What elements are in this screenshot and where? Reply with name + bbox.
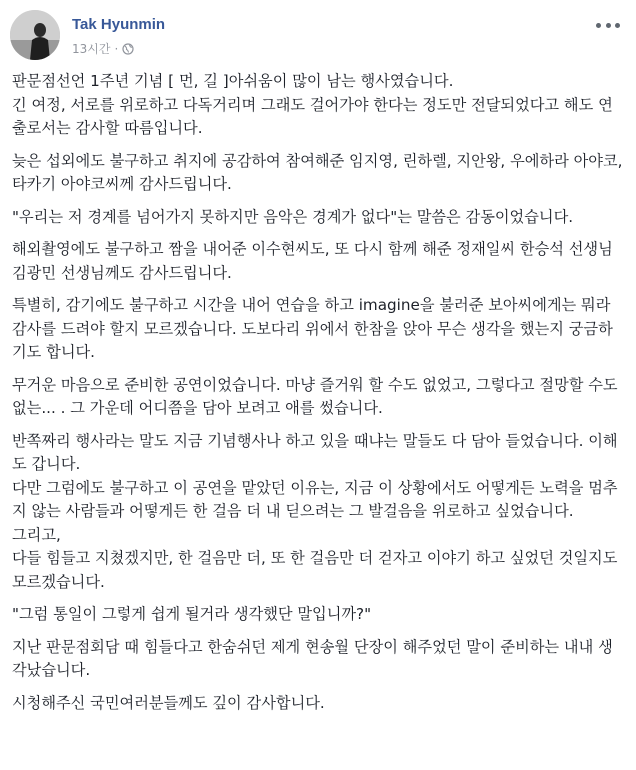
post-paragraph: "우리는 저 경계를 넘어가지 못하지만 음악은 경계가 없다"는 말씀은 감동이었습니다. <box>12 207 574 226</box>
post-paragraph: 해외촬영에도 불구하고 짬을 내어준 이수현씨도, 또 다시 함께 해준 정재일씨 한승석 선생님 김광민 선생님께도 감사드립니다. <box>12 240 618 282</box>
post-meta <box>72 40 134 57</box>
post-header <box>10 10 626 66</box>
post-paragraph: 판문점선언 1주년 기념 [ 먼, 길 ]아쉬움이 많이 남는 행사였습니다. 긴 여정, 서로를 위로하고 다독거리며 그래도 걸어가야 한다는 정도만 전달되었다고 해도 연출로서는 감사할 따름입니다. <box>12 72 613 137</box>
post-paragraph: 특별히, 감기에도 불구하고 시간을 내어 연습을 하고 imagine을 불러준 보아씨에게는 뭐라 감사를 드려야 할지 모르겠습니다. 도보다리 위에서 한참을 앉아 무슨 생각을 했는지 궁금하기도 합니다. <box>12 296 616 361</box>
post-paragraph: 늦은 섭외에도 불구하고 취지에 공감하여 참여해준 임지영, 린하렐, 지안왕, 우에하라 아야코, 타카기 아야코씨께 감사드립니다. <box>12 151 628 193</box>
post-paragraph: 지난 판문점회담 때 힘들다고 한숨쉬던 제게 현송월 단장이 해주었던 말이 준비하는 내내 생각났습니다. <box>12 637 613 679</box>
meta-separator: · <box>114 41 119 56</box>
post-body <box>12 70 628 724</box>
avatar[interactable] <box>10 10 60 60</box>
post-paragraph: "그럼 통일이 그렇게 쉽게 될거라 생각했단 말입니까?" <box>12 605 372 623</box>
author-name[interactable]: Tak Hyunmin <box>72 16 166 33</box>
post-timestamp[interactable]: 13시간 <box>72 42 111 56</box>
globe-icon[interactable] <box>122 43 134 55</box>
avatar-photo-icon <box>10 10 60 60</box>
post-paragraph: 무거운 마음으로 준비한 공연이었습니다. 마냥 즐거워 할 수도 없었고, 그렇다고 절망할 수도 없는... . 그 가운데 어디쯤을 담아 보려고 애를 썼습니다. <box>12 375 623 417</box>
more-options-icon[interactable] <box>596 18 620 32</box>
post-paragraph: 반쪽짜리 행사라는 말도 지금 기념행사나 하고 있을 때냐는 말들도 다 담아 들었습니다. 이해도 갑니다. 다만 그럼에도 불구하고 이 공연을 맡았던 이유는, 지금 이 상황에서도 어떻게든 노력을 멈추지 않는 사람들과 어떻게든 한 걸음 더 내 딛으려는 그 발걸음을 위로하고 싶었습니다. 그리고, 다들 힘들고 지쳤겠지만, 한 걸음만 더, 또 한 걸음만 더 걷자고 이야기 하고 싶었던 것일지도 모르겠습니다. <box>12 431 618 591</box>
post-paragraph: 시청해주신 국민여러분들께도 깊이 감사합니다. <box>12 693 325 712</box>
